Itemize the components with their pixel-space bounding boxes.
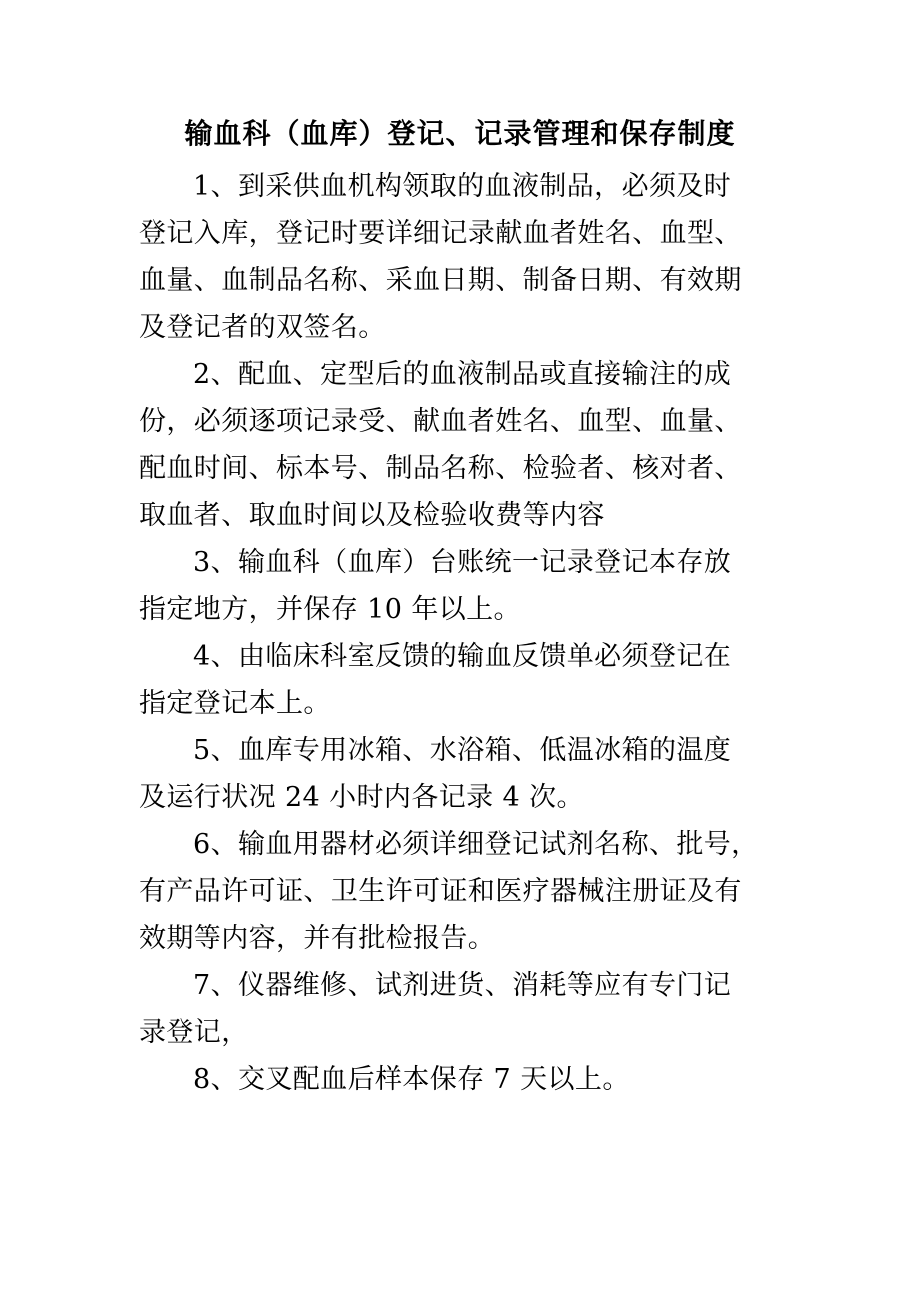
paragraph-line: 效期等内容，并有批检报告。: [139, 923, 496, 954]
paragraph-2: [139, 351, 809, 539]
paragraph-line: 指定登记本上。: [139, 688, 331, 719]
paragraph-line: 血量、血制品名称、采血日期、制备日期、有效期: [139, 265, 742, 296]
paragraph-line: 2、配血、定型后的血液制品或直接输注的成: [193, 359, 732, 390]
paragraph-line: 及登记者的双签名。: [139, 312, 386, 343]
paragraph-7: [139, 962, 809, 1056]
paragraph-line: 7、仪器维修、试剂进货、消耗等应有专门记: [193, 970, 732, 1001]
paragraph-1: [139, 163, 809, 351]
paragraph-line: 配血时间、标本号、制品名称、检验者、核对者、: [139, 453, 742, 484]
paragraph-line: 指定地方，并保存 10 年以上。: [139, 594, 521, 625]
paragraph-line: 及运行状况 24 小时内各记录 4 次。: [139, 782, 584, 813]
document-title: 输血科（血库）登记、记录管理和保存制度: [184, 117, 736, 150]
paragraph-line: 1、到采供血机构领取的血液制品，必须及时: [193, 171, 732, 202]
paragraph-line: 录登记，: [139, 1017, 249, 1048]
paragraph-4: [139, 633, 809, 727]
paragraph-3: [139, 539, 809, 633]
paragraph-5: [139, 727, 809, 821]
paragraph-8: [139, 1056, 809, 1103]
paragraph-line: 3、输血科（血库）台账统一记录登记本存放: [193, 547, 732, 578]
paragraph-6: [139, 821, 809, 962]
paragraph-line: 8、交叉配血后样本保存 7 天以上。: [193, 1064, 630, 1095]
paragraph-line: 登记入库，登记时要详细记录献血者姓名、血型、: [139, 218, 742, 249]
paragraph-line: 份，必须逐项记录受、献血者姓名、血型、血量、: [139, 406, 742, 437]
document-body: [139, 163, 809, 1103]
paragraph-line: 4、由临床科室反馈的输血反馈单必须登记在: [193, 641, 732, 672]
paragraph-line: 有产品许可证、卫生许可证和医疗器械注册证及有: [139, 876, 742, 907]
paragraph-line: 5、血库专用冰箱、水浴箱、低温冰箱的温度: [193, 735, 732, 766]
paragraph-line: 取血者、取血时间以及检验收费等内容: [139, 500, 605, 531]
paragraph-line: 6、输血用器材必须详细登记试剂名称、批号，: [193, 829, 759, 860]
